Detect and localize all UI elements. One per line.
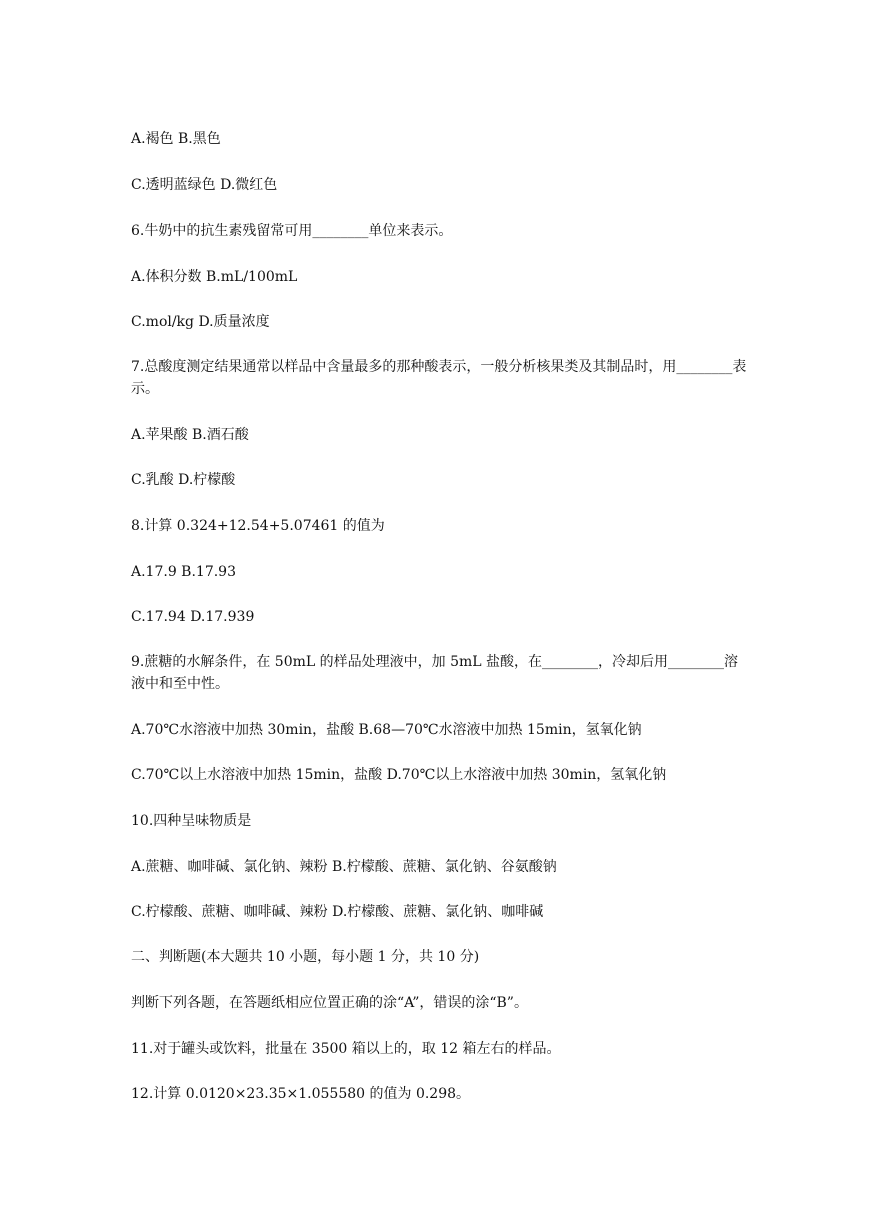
q9-options-ab: A.70℃水溶液中加热 30min，盐酸 B.68—70℃水溶液中加热 15min，氢氧化钠: [131, 722, 642, 738]
q8-options-cd: C.17.94 D.17.939: [131, 609, 255, 625]
section-instructions: 判断下列各题，在答题纸相应位置正确的涂“A”，错误的涂“B”。: [131, 995, 528, 1011]
q6-options-cd: C.mol/kg D.质量浓度: [131, 314, 270, 330]
q10-question: 10.四种呈味物质是: [131, 813, 252, 829]
q11-statement: 11.对于罐头或饮料，批量在 3500 箱以上的，取 12 箱左右的样品。: [131, 1041, 561, 1057]
q8-options-ab: A.17.9 B.17.93: [131, 564, 236, 580]
q5-options-cd: C.透明蓝绿色 D.微红色: [131, 177, 278, 193]
q9-question: 9.蔗糖的水解条件，在 50mL 的样品处理液中，加 5mL 盐酸，在________，冷却后用________溶液中和至中性。: [131, 654, 739, 692]
q6-question: 6.牛奶中的抗生素残留常可用________单位来表示。: [131, 223, 453, 239]
q7-options-cd: C.乳酸 D.柠檬酸: [131, 472, 236, 488]
q5-options-ab: A.褐色 B.黑色: [131, 131, 221, 147]
q6-options-ab: A.体积分数 B.mL/100mL: [131, 269, 298, 285]
q7-options-ab: A.苹果酸 B.酒石酸: [131, 427, 249, 443]
section-heading: 二、判断题(本大题共 10 小题，每小题 1 分，共 10 分): [131, 949, 480, 965]
q8-question: 8.计算 0.324+12.54+5.07461 的值为: [131, 518, 385, 534]
q9-options-cd: C.70℃以上水溶液中加热 15min，盐酸 D.70℃以上水溶液中加热 30min，氢氧化钠: [131, 767, 667, 783]
q10-options-ab: A.蔗糖、咖啡碱、氯化钠、辣粉 B.柠檬酸、蔗糖、氯化钠、谷氨酸钠: [131, 859, 557, 875]
q7-question: 7.总酸度测定结果通常以样品中含量最多的那种酸表示，一般分析核果类及其制品时，用________表示。: [131, 359, 747, 397]
q12-statement: 12.计算 0.0120×23.35×1.055580 的值为 0.298。: [131, 1086, 471, 1102]
q10-options-cd: C.柠檬酸、蔗糖、咖啡碱、辣粉 D.柠檬酸、蔗糖、氯化钠、咖啡碱: [131, 904, 544, 920]
